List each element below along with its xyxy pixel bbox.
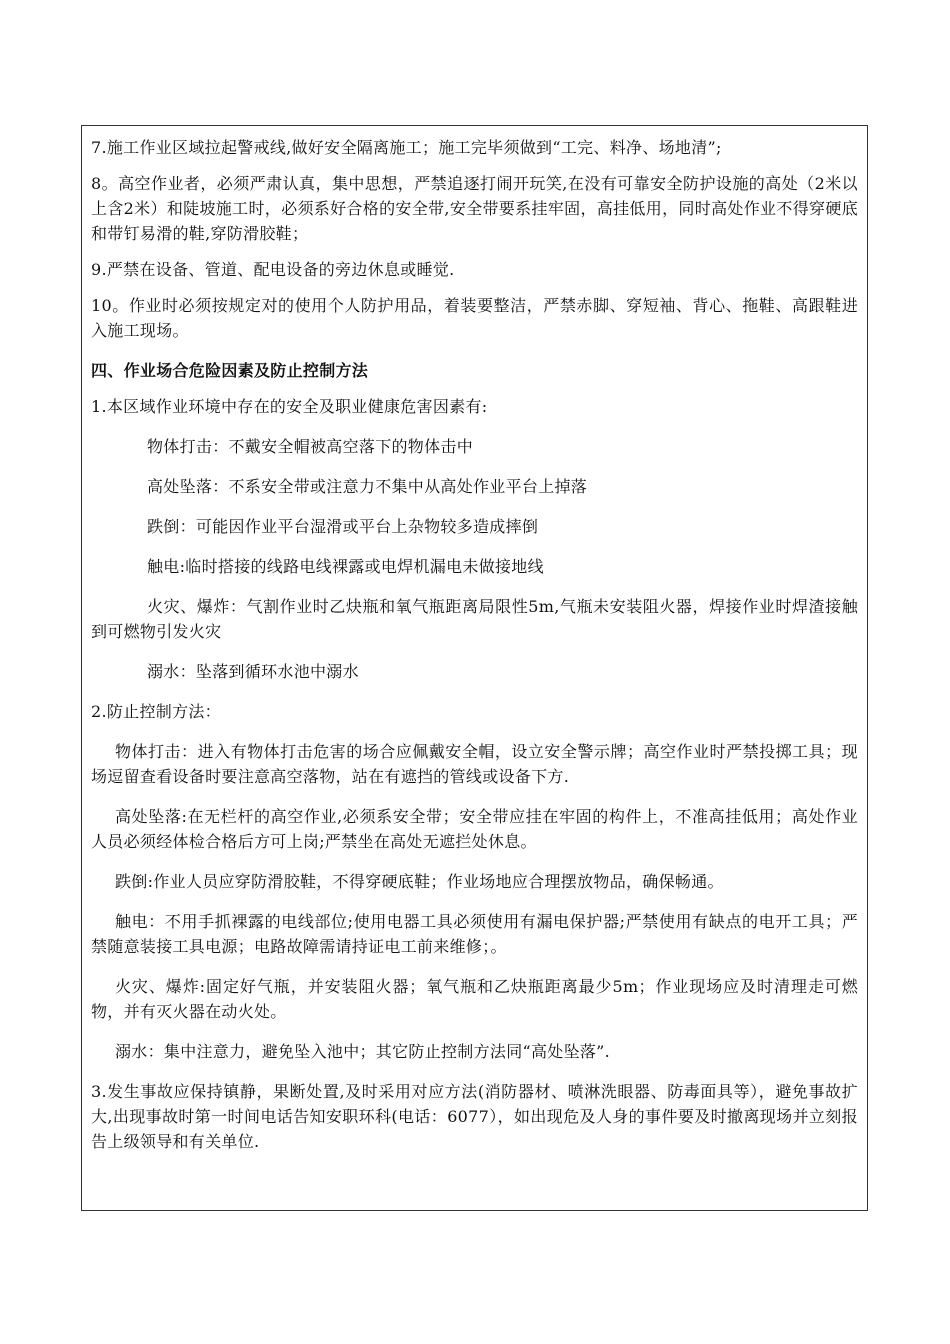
control-item-object-strike: 物体打击：进入有物体打击危害的场合应佩戴安全帽，设立安全警示牌；高空作业时严禁投掷工具；现场逗留查看设备时要注意高空落物，站在有遮挡的管线或设备下方. — [91, 742, 858, 786]
hazard-item-fall-from-height: 高处坠落：不系安全带或注意力不集中从高处作业平台上掉落 — [147, 477, 588, 496]
section-heading: 四、作业场合危险因素及防止控制方法 — [91, 361, 369, 380]
paragraph-item-8: 8。高空作业者，必须严肃认真，集中思想，严禁追逐打闹开玩笑,在没有可靠安全防护设施的高处（2米以上含2米）和陡坡施工时，必须系好合格的安全带,安全带要系挂牢固，高挂低用，同时高处作业不得穿硬底和带钉易滑的鞋,穿防滑胶鞋； — [91, 174, 858, 243]
control-item-fall-from-height: 高处坠落:在无栏杆的高空作业,必须系安全带；安全带应挂在牢固的构件上，不准高挂低用；高处作业人员必须经体检合格后方可上岗;严禁坐在高处无遮拦处休息。 — [91, 807, 858, 851]
paragraph-item-10: 10。作业时必须按规定对的使用个人防护用品，着装要整洁，严禁赤脚、穿短袖、背心、拖鞋、高跟鞋进入施工现场。 — [91, 296, 858, 340]
paragraph-item-9: 9.严禁在设备、管道、配电设备的旁边休息或睡觉. — [91, 260, 455, 279]
paragraph-item-7: 7.施工作业区域拉起警戒线,做好安全隔离施工；施工完毕须做到“工完、料净、场地清”; — [91, 138, 722, 157]
hazard-item-fire-explosion: 火灾、爆炸：气割作业时乙炔瓶和氧气瓶距离局限性5m,气瓶未安装阻火器，焊接作业时焊渣接触到可燃物引发火灾 — [91, 597, 858, 641]
hazard-item-electric-shock: 触电:临时搭接的线路电线裸露或电焊机漏电未做接地线 — [147, 557, 544, 576]
hazard-item-drowning: 溺水：坠落到循环水池中溺水 — [147, 662, 359, 681]
hazard-list-title: 1.本区域作业环境中存在的安全及职业健康危害因素有: — [91, 397, 488, 416]
hazard-item-object-strike: 物体打击：不戴安全帽被高空落下的物体击中 — [147, 437, 474, 456]
control-item-slip: 跌倒:作业人员应穿防滑胶鞋，不得穿硬底鞋；作业场地应合理摆放物品，确保畅通。 — [115, 872, 724, 891]
accident-response-paragraph: 3.发生事故应保持镇静，果断处置,及时采用对应方法(消防器材、喷淋洗眼器、防毒面具等），避免事故扩大,出现事故时第一时间电话告知安职环科(电话：6077），如出现危及人身的事件要及时撤离现场并立刻报告上级领导和有关单位. — [91, 1082, 858, 1151]
document-table-cell — [81, 125, 868, 1211]
control-item-electric-shock: 触电：不用手抓裸露的电线部位;使用电器工具必须使用有漏电保护器;严禁使用有缺点的电开工具；严禁随意装接工具电源；电路故障需请持证电工前来维修；。 — [91, 912, 858, 956]
control-item-fire-explosion: 火灾、爆炸:固定好气瓶，并安装阻火器；氧气瓶和乙炔瓶距离最少5m；作业现场应及时清理走可燃物，并有灭火器在动火处。 — [91, 977, 858, 1021]
control-item-drowning: 溺水：集中注意力，避免坠入池中；其它防止控制方法同“高处坠落”. — [115, 1042, 611, 1061]
control-list-title: 2.防止控制方法： — [91, 702, 221, 721]
hazard-item-slip: 跌倒：可能因作业平台湿滑或平台上杂物较多造成摔倒 — [147, 517, 539, 536]
